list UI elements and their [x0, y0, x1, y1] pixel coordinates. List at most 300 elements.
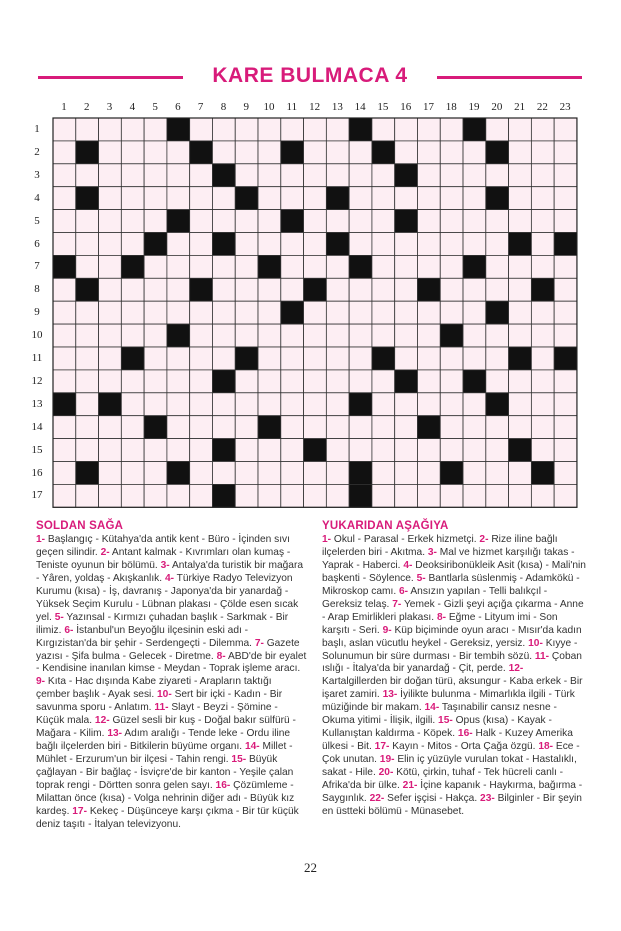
grid-cell[interactable] [486, 255, 509, 278]
grid-cell[interactable] [99, 324, 122, 347]
grid-cell[interactable] [212, 278, 235, 301]
grid-cell[interactable] [326, 210, 349, 233]
grid-cell[interactable] [509, 255, 532, 278]
grid-cell[interactable] [258, 141, 281, 164]
grid-cell[interactable] [212, 301, 235, 324]
grid-cell[interactable] [144, 255, 167, 278]
grid-cell[interactable] [417, 347, 440, 370]
grid-cell[interactable] [463, 187, 486, 210]
grid-cell[interactable] [76, 416, 99, 439]
grid-cell[interactable] [53, 278, 76, 301]
grid-cell[interactable] [76, 484, 99, 507]
grid-cell[interactable] [326, 278, 349, 301]
grid-cell[interactable] [258, 484, 281, 507]
grid-cell[interactable] [53, 439, 76, 462]
grid-cell[interactable] [99, 278, 122, 301]
grid-cell[interactable] [463, 439, 486, 462]
grid-cell[interactable] [144, 118, 167, 141]
grid-cell[interactable] [509, 118, 532, 141]
grid-cell[interactable] [463, 324, 486, 347]
grid-cell[interactable] [121, 187, 144, 210]
grid-cell[interactable] [372, 233, 395, 256]
grid-cell[interactable] [99, 416, 122, 439]
grid-cell[interactable] [99, 462, 122, 485]
grid-cell[interactable] [99, 164, 122, 187]
grid-cell[interactable] [554, 255, 577, 278]
grid-cell[interactable] [76, 439, 99, 462]
grid-cell[interactable] [281, 370, 304, 393]
grid-cell[interactable] [349, 416, 372, 439]
grid-cell[interactable] [395, 439, 418, 462]
grid-cell[interactable] [99, 210, 122, 233]
grid-cell[interactable] [326, 370, 349, 393]
grid-cell[interactable] [326, 393, 349, 416]
grid-cell[interactable] [53, 462, 76, 485]
grid-cell[interactable] [144, 210, 167, 233]
grid-cell[interactable] [76, 301, 99, 324]
grid-cell[interactable] [486, 484, 509, 507]
grid-cell[interactable] [167, 255, 190, 278]
grid-cell[interactable] [372, 118, 395, 141]
grid-cell[interactable] [144, 462, 167, 485]
grid-cell[interactable] [326, 164, 349, 187]
grid-cell[interactable] [440, 164, 463, 187]
grid-cell[interactable] [212, 347, 235, 370]
grid-cell[interactable] [417, 255, 440, 278]
grid-cell[interactable] [304, 210, 327, 233]
grid-cell[interactable] [531, 210, 554, 233]
grid-cell[interactable] [326, 484, 349, 507]
grid-cell[interactable] [554, 439, 577, 462]
grid-cell[interactable] [76, 233, 99, 256]
grid-cell[interactable] [167, 164, 190, 187]
grid-cell[interactable] [463, 462, 486, 485]
grid-cell[interactable] [463, 416, 486, 439]
grid-cell[interactable] [99, 255, 122, 278]
grid-cell[interactable] [554, 370, 577, 393]
grid-cell[interactable] [372, 301, 395, 324]
grid-cell[interactable] [281, 255, 304, 278]
grid-cell[interactable] [53, 210, 76, 233]
grid-cell[interactable] [554, 416, 577, 439]
grid-cell[interactable] [463, 164, 486, 187]
grid-cell[interactable] [144, 164, 167, 187]
grid-cell[interactable] [417, 301, 440, 324]
grid-cell[interactable] [486, 370, 509, 393]
grid-cell[interactable] [212, 187, 235, 210]
grid-cell[interactable] [531, 324, 554, 347]
grid-cell[interactable] [304, 393, 327, 416]
grid-cell[interactable] [281, 233, 304, 256]
grid-cell[interactable] [281, 324, 304, 347]
grid-cell[interactable] [121, 164, 144, 187]
grid-cell[interactable] [304, 233, 327, 256]
grid-cell[interactable] [258, 118, 281, 141]
grid-cell[interactable] [440, 278, 463, 301]
grid-cell[interactable] [440, 210, 463, 233]
grid-cell[interactable] [258, 347, 281, 370]
grid-cell[interactable] [190, 324, 213, 347]
grid-cell[interactable] [190, 370, 213, 393]
grid-cell[interactable] [440, 439, 463, 462]
grid-cell[interactable] [417, 324, 440, 347]
grid-cell[interactable] [99, 141, 122, 164]
grid-cell[interactable] [395, 233, 418, 256]
grid-cell[interactable] [258, 393, 281, 416]
grid-cell[interactable] [304, 347, 327, 370]
grid-cell[interactable] [509, 164, 532, 187]
grid-cell[interactable] [235, 324, 258, 347]
grid-cell[interactable] [326, 347, 349, 370]
grid-cell[interactable] [190, 301, 213, 324]
grid-cell[interactable] [99, 370, 122, 393]
grid-cell[interactable] [304, 416, 327, 439]
grid-cell[interactable] [372, 462, 395, 485]
grid-cell[interactable] [395, 255, 418, 278]
grid-cell[interactable] [304, 141, 327, 164]
grid-cell[interactable] [121, 416, 144, 439]
grid-cell[interactable] [326, 141, 349, 164]
grid-cell[interactable] [190, 484, 213, 507]
grid-cell[interactable] [395, 393, 418, 416]
grid-cell[interactable] [509, 301, 532, 324]
grid-cell[interactable] [486, 210, 509, 233]
grid-cell[interactable] [144, 324, 167, 347]
grid-cell[interactable] [463, 484, 486, 507]
grid-cell[interactable] [144, 393, 167, 416]
grid-cell[interactable] [235, 278, 258, 301]
grid-cell[interactable] [281, 118, 304, 141]
grid-cell[interactable] [509, 462, 532, 485]
grid-cell[interactable] [509, 187, 532, 210]
grid-cell[interactable] [53, 141, 76, 164]
grid-cell[interactable] [167, 141, 190, 164]
grid-cell[interactable] [304, 301, 327, 324]
grid-cell[interactable] [531, 370, 554, 393]
grid-cell[interactable] [554, 484, 577, 507]
grid-cell[interactable] [121, 462, 144, 485]
grid-cell[interactable] [281, 278, 304, 301]
grid-cell[interactable] [395, 324, 418, 347]
grid-cell[interactable] [190, 233, 213, 256]
grid-cell[interactable] [235, 210, 258, 233]
grid-cell[interactable] [258, 210, 281, 233]
grid-cell[interactable] [190, 255, 213, 278]
grid-cell[interactable] [167, 439, 190, 462]
grid-cell[interactable] [190, 210, 213, 233]
grid-cell[interactable] [486, 324, 509, 347]
grid-cell[interactable] [440, 255, 463, 278]
grid-cell[interactable] [509, 210, 532, 233]
grid-cell[interactable] [395, 141, 418, 164]
grid-cell[interactable] [53, 118, 76, 141]
grid-cell[interactable] [395, 416, 418, 439]
grid-cell[interactable] [167, 370, 190, 393]
grid-cell[interactable] [349, 187, 372, 210]
grid-cell[interactable] [486, 347, 509, 370]
grid-cell[interactable] [304, 187, 327, 210]
grid-cell[interactable] [258, 278, 281, 301]
grid-cell[interactable] [417, 141, 440, 164]
grid-cell[interactable] [531, 187, 554, 210]
grid-cell[interactable] [372, 439, 395, 462]
grid-cell[interactable] [304, 118, 327, 141]
grid-cell[interactable] [531, 416, 554, 439]
grid-cell[interactable] [531, 484, 554, 507]
grid-cell[interactable] [144, 370, 167, 393]
grid-cell[interactable] [99, 118, 122, 141]
grid-cell[interactable] [440, 118, 463, 141]
grid-cell[interactable] [258, 301, 281, 324]
grid-cell[interactable] [531, 118, 554, 141]
grid-cell[interactable] [144, 141, 167, 164]
grid-cell[interactable] [144, 347, 167, 370]
grid-cell[interactable] [509, 484, 532, 507]
grid-cell[interactable] [281, 164, 304, 187]
grid-cell[interactable] [235, 141, 258, 164]
grid-cell[interactable] [76, 324, 99, 347]
grid-cell[interactable] [53, 164, 76, 187]
grid-cell[interactable] [417, 393, 440, 416]
grid-cell[interactable] [326, 324, 349, 347]
grid-cell[interactable] [395, 187, 418, 210]
grid-cell[interactable] [531, 439, 554, 462]
grid-cell[interactable] [463, 141, 486, 164]
grid-cell[interactable] [53, 416, 76, 439]
grid-cell[interactable] [349, 164, 372, 187]
grid-cell[interactable] [121, 141, 144, 164]
grid-cell[interactable] [53, 484, 76, 507]
grid-cell[interactable] [190, 118, 213, 141]
grid-cell[interactable] [463, 301, 486, 324]
grid-cell[interactable] [372, 393, 395, 416]
grid-cell[interactable] [121, 233, 144, 256]
grid-cell[interactable] [235, 118, 258, 141]
grid-cell[interactable] [235, 416, 258, 439]
grid-cell[interactable] [99, 187, 122, 210]
grid-cell[interactable] [417, 462, 440, 485]
grid-cell[interactable] [486, 439, 509, 462]
grid-cell[interactable] [531, 233, 554, 256]
grid-cell[interactable] [509, 393, 532, 416]
grid-cell[interactable] [440, 347, 463, 370]
grid-cell[interactable] [395, 462, 418, 485]
grid-cell[interactable] [440, 416, 463, 439]
grid-cell[interactable] [121, 301, 144, 324]
grid-cell[interactable] [531, 141, 554, 164]
grid-cell[interactable] [509, 278, 532, 301]
grid-cell[interactable] [554, 278, 577, 301]
grid-cell[interactable] [121, 210, 144, 233]
grid-cell[interactable] [144, 484, 167, 507]
grid-cell[interactable] [509, 370, 532, 393]
grid-cell[interactable] [235, 393, 258, 416]
grid-cell[interactable] [554, 118, 577, 141]
grid-cell[interactable] [167, 484, 190, 507]
grid-cell[interactable] [190, 393, 213, 416]
grid-cell[interactable] [53, 301, 76, 324]
grid-cell[interactable] [167, 416, 190, 439]
grid-cell[interactable] [212, 141, 235, 164]
grid-cell[interactable] [144, 439, 167, 462]
grid-cell[interactable] [531, 347, 554, 370]
grid-cell[interactable] [190, 462, 213, 485]
grid-cell[interactable] [554, 462, 577, 485]
grid-cell[interactable] [440, 484, 463, 507]
grid-cell[interactable] [349, 324, 372, 347]
grid-cell[interactable] [258, 462, 281, 485]
grid-cell[interactable] [395, 484, 418, 507]
grid-cell[interactable] [486, 416, 509, 439]
grid-cell[interactable] [372, 210, 395, 233]
grid-cell[interactable] [463, 233, 486, 256]
grid-cell[interactable] [76, 347, 99, 370]
grid-cell[interactable] [349, 370, 372, 393]
grid-cell[interactable] [417, 233, 440, 256]
grid-cell[interactable] [304, 255, 327, 278]
grid-cell[interactable] [99, 347, 122, 370]
grid-cell[interactable] [304, 370, 327, 393]
grid-cell[interactable] [486, 164, 509, 187]
grid-cell[interactable] [167, 233, 190, 256]
grid-cell[interactable] [167, 187, 190, 210]
grid-cell[interactable] [121, 278, 144, 301]
grid-cell[interactable] [372, 255, 395, 278]
grid-cell[interactable] [121, 393, 144, 416]
grid-cell[interactable] [372, 416, 395, 439]
grid-cell[interactable] [190, 347, 213, 370]
grid-cell[interactable] [190, 164, 213, 187]
grid-cell[interactable] [281, 347, 304, 370]
grid-cell[interactable] [417, 370, 440, 393]
grid-cell[interactable] [121, 439, 144, 462]
grid-cell[interactable] [258, 370, 281, 393]
grid-cell[interactable] [144, 278, 167, 301]
grid-cell[interactable] [144, 301, 167, 324]
grid-cell[interactable] [53, 347, 76, 370]
grid-cell[interactable] [212, 462, 235, 485]
grid-cell[interactable] [76, 164, 99, 187]
grid-cell[interactable] [372, 484, 395, 507]
grid-cell[interactable] [190, 439, 213, 462]
grid-cell[interactable] [212, 210, 235, 233]
grid-cell[interactable] [258, 439, 281, 462]
grid-cell[interactable] [463, 393, 486, 416]
grid-cell[interactable] [258, 187, 281, 210]
grid-cell[interactable] [509, 324, 532, 347]
grid-cell[interactable] [554, 164, 577, 187]
grid-cell[interactable] [372, 324, 395, 347]
grid-cell[interactable] [258, 164, 281, 187]
grid-cell[interactable] [76, 370, 99, 393]
grid-cell[interactable] [281, 439, 304, 462]
grid-cell[interactable] [121, 370, 144, 393]
grid-cell[interactable] [212, 255, 235, 278]
grid-cell[interactable] [76, 255, 99, 278]
grid-cell[interactable] [281, 462, 304, 485]
grid-cell[interactable] [349, 347, 372, 370]
grid-cell[interactable] [235, 164, 258, 187]
grid-cell[interactable] [190, 187, 213, 210]
grid-cell[interactable] [554, 187, 577, 210]
grid-cell[interactable] [463, 210, 486, 233]
grid-cell[interactable] [531, 301, 554, 324]
grid-cell[interactable] [372, 164, 395, 187]
grid-cell[interactable] [440, 187, 463, 210]
grid-cell[interactable] [281, 187, 304, 210]
grid-cell[interactable] [167, 301, 190, 324]
grid-cell[interactable] [417, 439, 440, 462]
grid-cell[interactable] [99, 233, 122, 256]
grid-cell[interactable] [440, 370, 463, 393]
grid-cell[interactable] [463, 278, 486, 301]
grid-cell[interactable] [167, 347, 190, 370]
grid-cell[interactable] [326, 439, 349, 462]
grid-cell[interactable] [281, 416, 304, 439]
grid-cell[interactable] [440, 301, 463, 324]
grid-cell[interactable] [372, 370, 395, 393]
grid-cell[interactable] [554, 141, 577, 164]
grid-cell[interactable] [349, 141, 372, 164]
grid-cell[interactable] [531, 255, 554, 278]
grid-cell[interactable] [554, 210, 577, 233]
grid-cell[interactable] [372, 278, 395, 301]
grid-cell[interactable] [509, 141, 532, 164]
grid-cell[interactable] [144, 187, 167, 210]
grid-cell[interactable] [212, 324, 235, 347]
grid-cell[interactable] [531, 164, 554, 187]
grid-cell[interactable] [395, 301, 418, 324]
grid-cell[interactable] [417, 484, 440, 507]
grid-cell[interactable] [395, 347, 418, 370]
grid-cell[interactable] [212, 393, 235, 416]
grid-cell[interactable] [372, 187, 395, 210]
grid-cell[interactable] [326, 416, 349, 439]
grid-cell[interactable] [235, 484, 258, 507]
grid-cell[interactable] [167, 393, 190, 416]
grid-cell[interactable] [486, 462, 509, 485]
grid-cell[interactable] [531, 393, 554, 416]
grid-cell[interactable] [417, 164, 440, 187]
grid-cell[interactable] [417, 118, 440, 141]
grid-cell[interactable] [440, 233, 463, 256]
grid-cell[interactable] [304, 164, 327, 187]
grid-cell[interactable] [53, 187, 76, 210]
grid-cell[interactable] [554, 393, 577, 416]
grid-cell[interactable] [121, 118, 144, 141]
grid-cell[interactable] [258, 233, 281, 256]
grid-cell[interactable] [76, 210, 99, 233]
grid-cell[interactable] [212, 416, 235, 439]
grid-cell[interactable] [417, 210, 440, 233]
grid-cell[interactable] [486, 233, 509, 256]
grid-cell[interactable] [463, 347, 486, 370]
grid-cell[interactable] [76, 393, 99, 416]
grid-cell[interactable] [212, 118, 235, 141]
grid-cell[interactable] [53, 324, 76, 347]
grid-cell[interactable] [76, 118, 99, 141]
grid-cell[interactable] [554, 324, 577, 347]
grid-cell[interactable] [281, 393, 304, 416]
grid-cell[interactable] [349, 278, 372, 301]
grid-cell[interactable] [554, 301, 577, 324]
grid-cell[interactable] [235, 462, 258, 485]
grid-cell[interactable] [395, 278, 418, 301]
grid-cell[interactable] [121, 484, 144, 507]
grid-cell[interactable] [304, 324, 327, 347]
grid-cell[interactable] [190, 416, 213, 439]
grid-cell[interactable] [121, 324, 144, 347]
